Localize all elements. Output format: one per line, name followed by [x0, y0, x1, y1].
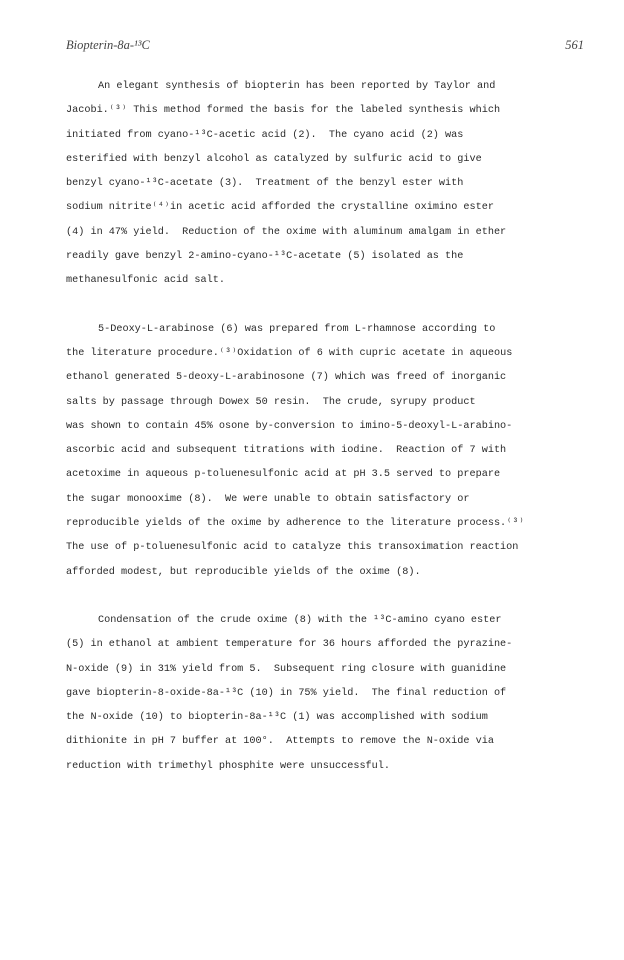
text-line: ethanol generated 5-deoxy-L-arabinosone (7) which was freed of inorganic [66, 372, 507, 384]
text-line: the sugar monooxime (8). We were unable to obtain satisfactory or [66, 493, 470, 505]
text-line: reproducible yields of the oxime by adherence to the literature process.⁽³⁾ [66, 518, 525, 530]
text-line: was shown to contain 45% osone by-conversion to imino-5-deoxyl-L-arabino- [66, 420, 513, 432]
text-line: esterified with benzyl alcohol as catalyzed by sulfuric acid to give [66, 153, 482, 165]
paragraph [66, 75, 558, 294]
text-line: the literature procedure.⁽³⁾Oxidation of 6 with cupric acetate in aqueous [66, 347, 513, 359]
page-body [66, 75, 558, 803]
text-line: (5) in ethanol at ambient temperature for 36 hours afforded the pyrazine- [66, 639, 513, 651]
text-line: benzyl cyano-¹³C-acetate (3). Treatment of the benzyl ester with [66, 178, 464, 190]
text-line: sodium nitrite⁽⁴⁾in acetic acid afforded the crystalline oximino ester [66, 202, 494, 214]
text-line: acetoxime in aqueous p-toluenesulfonic acid at pH 3.5 served to prepare [66, 469, 501, 481]
text-line: An elegant synthesis of biopterin has been reported by Taylor and [98, 81, 496, 92]
text-line: reduction with trimethyl phosphite were unsuccessful. [66, 760, 391, 772]
text-line: (4) in 47% yield. Reduction of the oxime with aluminum amalgam in ether [66, 226, 507, 238]
text-line: the N-oxide (10) to biopterin-8a-¹³C (1) was accomplished with sodium [66, 712, 488, 724]
text-line: ascorbic acid and subsequent titrations with iodine. Reaction of 7 with [66, 445, 507, 457]
text-line: gave biopterin-8-oxide-8a-¹³C (10) in 75% yield. The final reduction of [66, 687, 507, 699]
paragraph [66, 318, 558, 585]
page-number: 561 [565, 38, 584, 52]
text-line: Condensation of the crude oxime (8) with the ¹³C-amino cyano ester [98, 614, 502, 626]
text-line: N-oxide (9) in 31% yield from 5. Subsequent ring closure with guanidine [66, 663, 507, 675]
running-head: Biopterin-8a-¹³C [66, 38, 150, 52]
text-line: readily gave benzyl 2-amino-cyano-¹³C-acetate (5) isolated as the [66, 251, 464, 263]
text-line: Jacobi.⁽³⁾ This method formed the basis for the labeled synthesis which [66, 105, 501, 117]
paragraph [66, 609, 558, 779]
text-line: dithionite in pH 7 buffer at 100°. Attempts to remove the N-oxide via [66, 736, 494, 748]
text-line: salts by passage through Dowex 50 resin. The crude, syrupy product [66, 396, 476, 408]
text-line: initiated from cyano-¹³C-acetic acid (2). The cyano acid (2) was [66, 129, 464, 141]
page-header [66, 38, 584, 58]
text-line: 5-Deoxy-L-arabinose (6) was prepared from L-rhamnose according to [98, 323, 496, 335]
text-line: afforded modest, but reproducible yields of the oxime (8). [66, 566, 421, 578]
text-line: The use of p-toluenesulfonic acid to catalyze this transoximation reaction [66, 542, 519, 554]
text-line: methanesulfonic acid salt. [66, 275, 225, 287]
